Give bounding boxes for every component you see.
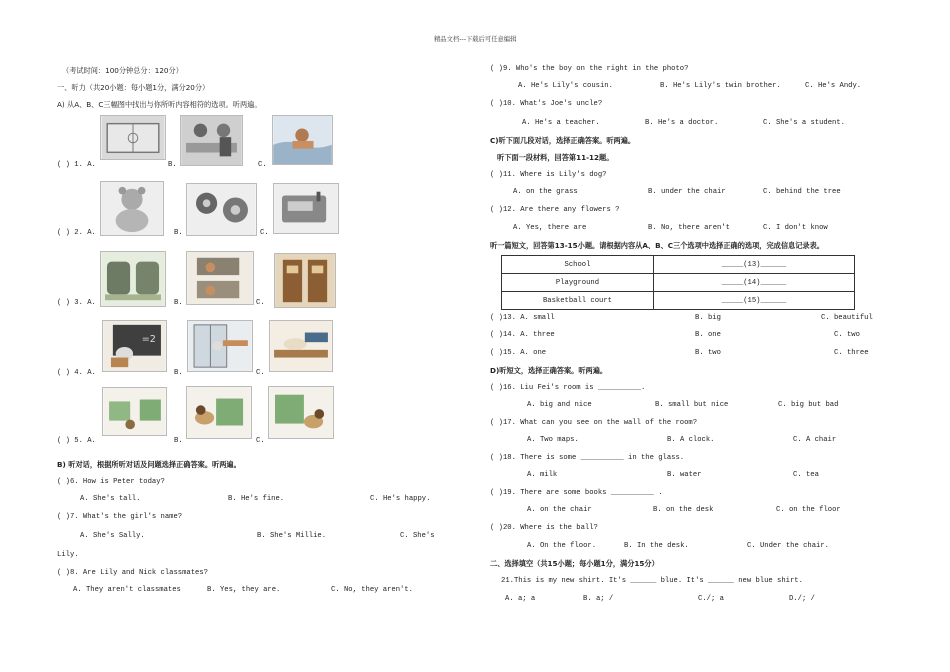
q8-option-b: B. Yes, they are.: [207, 586, 281, 594]
q17-option-b: B. A clock.: [667, 436, 715, 444]
passage-title: 听一篇短文，回答第13-15小题。请根据内容从A、B、C三个选项中选择正确的选项，完成信息记录表。: [490, 241, 824, 250]
q11-option-c: C. behind the tree: [763, 188, 841, 196]
q14-option-c: C. two: [834, 331, 860, 339]
row1-label-b: B.: [168, 161, 177, 169]
table-row: [502, 292, 855, 310]
partA-title: A) 从A、B、C三幅图中找出与你所听内容相符的选项。听两遍。: [57, 100, 262, 109]
question-6: ( )6. How is Peter today?: [57, 478, 165, 486]
q12-option-a: A. Yes, there are: [513, 224, 587, 232]
row2-label-c: C.: [260, 229, 269, 237]
picture-3c-doors: [274, 253, 336, 308]
partD-title: D)听短文，选择正确答案。听两遍。: [490, 366, 608, 375]
q6-option-a: A. She's tall.: [80, 495, 141, 503]
row3-label-b: B.: [174, 299, 183, 307]
table-cell-blank: _____(14)______: [654, 274, 855, 292]
question-14: ( )14. A. three: [490, 331, 555, 339]
question-18: ( )18. There is some __________ in the glass.: [490, 454, 685, 462]
q9-option-a: A. He's Lily's cousin.: [518, 82, 613, 90]
q6-option-c: C. He's happy.: [370, 495, 431, 503]
svg-text:=2: =2: [141, 334, 156, 346]
page-header: 精品文档---下载后可任意编辑: [434, 36, 517, 43]
row1-label: ( ) 1. A.: [57, 161, 96, 169]
q21-option-c: C./; a: [698, 595, 724, 603]
q9-option-b: B. He's Lily's twin brother.: [660, 82, 781, 90]
picture-2c-cassette-player: [273, 183, 339, 234]
question-15: ( )15. A. one: [490, 349, 547, 357]
q18-option-a: A. milk: [527, 471, 558, 479]
q9-option-c: C. He's Andy.: [805, 82, 862, 90]
question-8: ( )8. Are Lily and Nick classmates?: [57, 569, 208, 577]
picture-5b-dog-box: [186, 386, 252, 439]
picture-4a-blackboard: [102, 320, 167, 372]
picture-1a-court: [100, 115, 166, 160]
q16-option-a: A. big and nice: [527, 401, 592, 409]
question-12: ( )12. Are there any flowers ?: [490, 206, 620, 214]
partC-subtitle: 听下面一段材料，回答第11-12题。: [497, 153, 614, 162]
q12-option-c: C. I don't know: [763, 224, 828, 232]
q7-option-c: C. She's: [400, 532, 435, 540]
q7-option-a: A. She's Sally.: [80, 532, 145, 540]
q19-option-a: A. on the chair: [527, 506, 592, 514]
row5-label: ( ) 5. A.: [57, 437, 96, 445]
row3-label: ( ) 3. A.: [57, 299, 96, 307]
q7-option-b: B. She's Millie.: [257, 532, 327, 540]
question-17: ( )17. What can you see on the wall of the room?: [490, 419, 698, 427]
question-21: 21.This is my new shirt. It's ______ blue. It's ______ new blue shirt.: [501, 577, 803, 585]
q8-option-c: C. No, they aren't.: [331, 586, 413, 594]
question-19: ( )19. There are some books __________ .: [490, 489, 663, 497]
picture-1c-swimming: [272, 115, 333, 165]
q17-option-a: A. Two maps.: [527, 436, 579, 444]
picture-2a-teddy-bear: [100, 181, 164, 236]
q10-option-c: C. She's a student.: [763, 119, 845, 127]
row5-label-c: C.: [256, 437, 265, 445]
section2-title: 二、选择填空（共15小题；每小题1分，满分15分）: [490, 559, 659, 568]
table-row: [502, 274, 855, 292]
table-cell-blank: _____(15)______: [654, 292, 855, 310]
partB-title: B) 听对话，根据所听对话及问题选择正确答案。听两遍。: [57, 460, 241, 469]
q18-option-b: B. water: [667, 471, 702, 479]
picture-3a-schoolbags: [100, 251, 166, 307]
row2-label: ( ) 2. A.: [57, 229, 96, 237]
q21-option-a: A. a; a: [505, 595, 536, 603]
section1-title: 一、听力（共20小题：每小题1分，满分20分）: [57, 83, 210, 92]
picture-1b-tennis: [180, 115, 243, 166]
table-row: [502, 256, 855, 274]
q15-option-c: C. three: [834, 349, 869, 357]
q11-option-a: A. on the grass: [513, 188, 578, 196]
q20-option-c: C. Under the chair.: [747, 542, 829, 550]
picture-5c-dog-box: [268, 386, 334, 439]
picture-5a-boxes: [102, 387, 167, 436]
q18-option-c: C. tea: [793, 471, 819, 479]
q6-option-b: B. He's fine.: [228, 495, 285, 503]
q20-option-a: A. On the floor.: [527, 542, 597, 550]
question-13: ( )13. A. small: [490, 314, 555, 322]
picture-2b-radio: [186, 183, 257, 236]
q11-option-b: B. under the chair: [648, 188, 726, 196]
question-7: ( )7. What's the girl's name?: [57, 513, 183, 521]
table-cell-place: Basketball court: [502, 292, 654, 310]
row3-label-c: C.: [256, 299, 265, 307]
table-cell-blank: _____(13)______: [654, 256, 855, 274]
q7-option-c-cont: Lily.: [57, 551, 79, 559]
q15-option-b: B. two: [695, 349, 721, 357]
exam-info: （考试时间：100分钟总分：120分）: [62, 66, 183, 75]
row2-label-b: B.: [174, 229, 183, 237]
q20-option-b: B. In the desk.: [624, 542, 689, 550]
row1-label-c: C.: [258, 161, 267, 169]
q10-option-a: A. He's a teacher.: [522, 119, 600, 127]
row4-label-c: C.: [256, 369, 265, 377]
table-cell-place: School: [502, 256, 654, 274]
row4-label: ( ) 4. A.: [57, 369, 96, 377]
q16-option-b: B. small but nice: [655, 401, 729, 409]
table-cell-place: Playground: [502, 274, 654, 292]
q19-option-b: B. on the desk: [653, 506, 714, 514]
q13-option-c: C. beautiful: [821, 314, 873, 322]
picture-4b-window: [187, 320, 253, 372]
picture-4c-cleaning-desk: [269, 320, 333, 372]
q19-option-c: C. on the floor: [776, 506, 841, 514]
q8-option-a: A. They aren't classmates: [73, 586, 181, 594]
q14-option-b: B. one: [695, 331, 721, 339]
picture-3b-classroom: [186, 251, 254, 305]
question-11: ( )11. Where is Lily's dog?: [490, 171, 607, 179]
question-10: ( )10. What's Joe's uncle?: [490, 100, 603, 108]
question-16: ( )16. Liu Fei's room is __________.: [490, 384, 646, 392]
q21-option-d: D./; /: [789, 595, 815, 603]
q10-option-b: B. He's a doctor.: [645, 119, 719, 127]
q17-option-c: C. A chair: [793, 436, 837, 444]
question-9: ( )9. Who's the boy on the right in the photo?: [490, 65, 689, 73]
question-20: ( )20. Where is the ball?: [490, 524, 598, 532]
partC-title: C)听下面几段对话，选择正确答案。听两遍。: [490, 136, 636, 145]
q16-option-c: C. big but bad: [778, 401, 839, 409]
q13-option-b: B. big: [695, 314, 721, 322]
record-table: [501, 255, 855, 310]
q12-option-b: B. No, there aren't: [648, 224, 730, 232]
q21-option-b: B. a; /: [583, 595, 614, 603]
row4-label-b: B.: [174, 369, 183, 377]
row5-label-b: B.: [174, 437, 183, 445]
